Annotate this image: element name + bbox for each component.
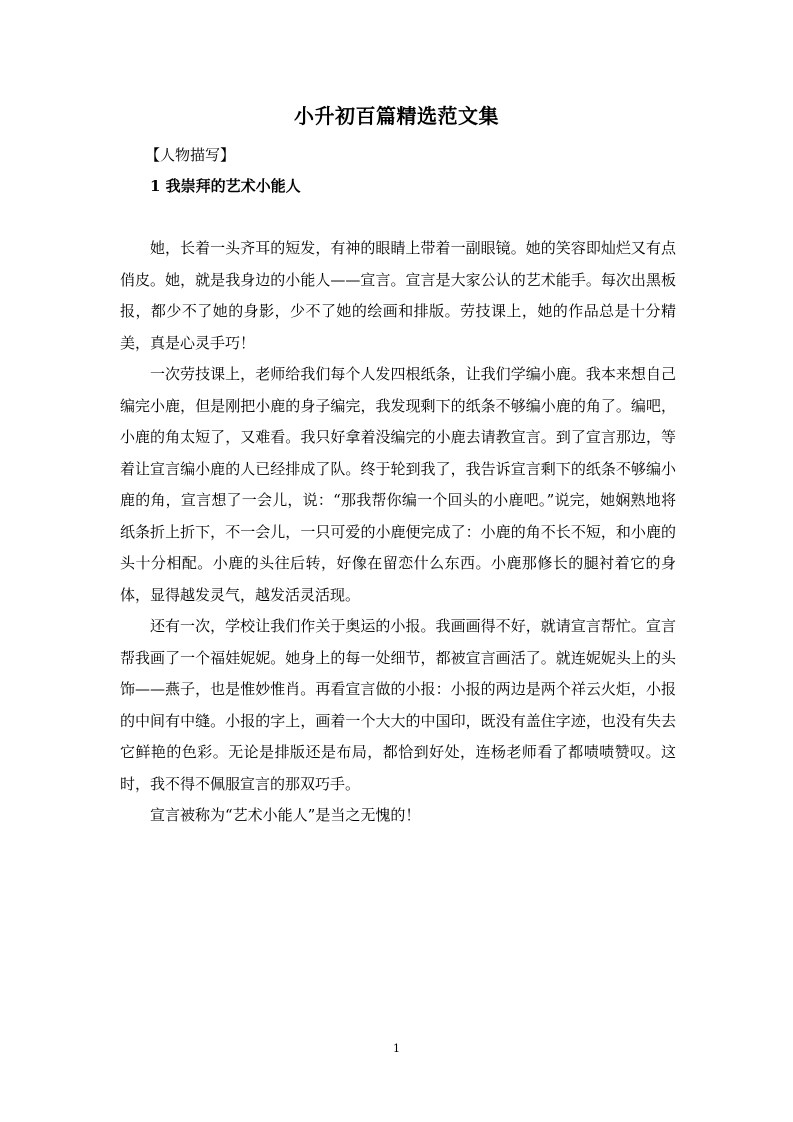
paragraph: 她，长着一头齐耳的短发，有神的眼睛上带着一副眼镜。她的笑容即灿烂又有点俏皮。她，就是我身边的小能人——宣言。宣言是大家公认的艺术能手。每次出黑板报，都少不了她的身影，少不了她的绘画和排版。劳技课上，她的作品总是十分精美，真是心灵手巧！ <box>120 239 676 352</box>
essay-body <box>120 233 676 832</box>
section-label: 【人物描写】 <box>145 146 236 164</box>
paragraph: 宣言被称为“艺术小能人”是当之无愧的！ <box>150 806 421 824</box>
paragraph: 还有一次，学校让我们作关于奥运的小报。我画画得不好，就请宣言帮忙。宣言帮我画了一个福娃妮妮。她身上的每一处细节，都被宣言画活了。就连妮妮头上的头饰——燕子，也是惟妙惟肖。再看宣言做的小报：小报的两边是两个祥云火炬，小报的中间有中缝。小报的字上，画着一个大大的中国印，既没有盖住字迹，也没有失去它鲜艳的色彩。无论是排版还是布局，都恰到好处，连杨老师看了都啧啧赞叹。这时，我不得不佩服宣言的那双巧手。 <box>120 617 676 793</box>
page-number: 1 <box>393 1042 400 1055</box>
document-title: 小升初百篇精选范文集 <box>294 104 499 128</box>
paragraph: 一次劳技课上，老师给我们每个人发四根纸条，让我们学编小鹿。我本来想自己编完小鹿，但是刚把小鹿的身子编完，我发现剩下的纸条不够编小鹿的角了。编吧，小鹿的角太短了，又难看。我只好拿着没编完的小鹿去请教宣言。到了宣言那边，等着让宣言编小鹿的人已经排成了队。终于轮到我了，我告诉宣言剩下的纸条不够编小鹿的角，宣言想了一会儿，说：“那我帮你编一个回头的小鹿吧。”说完，她娴熟地将纸条折上折下，不一会儿，一只可爱的小鹿便完成了：小鹿的角不长不短，和小鹿的头十分相配。小鹿的头往后转，好像在留恋什么东西。小鹿那修长的腿衬着它的身体，显得越发灵气，越发活灵活现。 <box>120 365 676 604</box>
essay-title: 1 我崇拜的艺术小能人 <box>150 177 301 195</box>
